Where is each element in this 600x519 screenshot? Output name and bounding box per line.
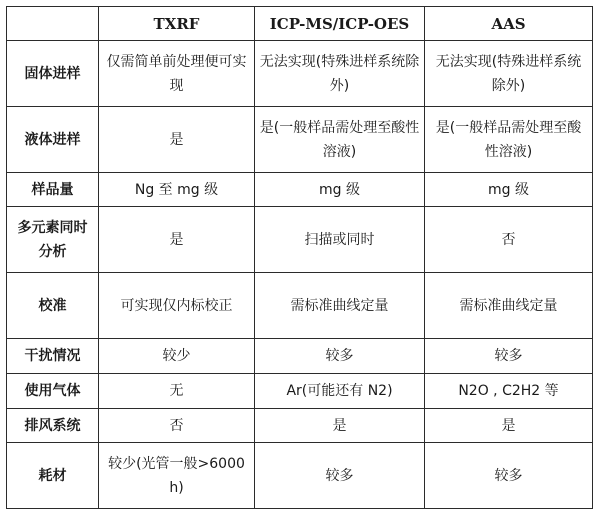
row-label: 干扰情况 xyxy=(7,339,99,374)
header-corner xyxy=(7,7,99,41)
row-label: 多元素同时分析 xyxy=(7,207,99,273)
table-cell: 否 xyxy=(425,207,593,273)
comparison-table xyxy=(6,6,593,509)
table-row xyxy=(7,409,593,443)
comparison-table-container xyxy=(6,6,592,509)
header-row xyxy=(7,7,593,41)
table-cell: 较少 xyxy=(99,339,255,374)
row-label: 校准 xyxy=(7,273,99,339)
table-cell: Ar(可能还有 N2) xyxy=(255,374,425,409)
header-icp: ICP-MS/ICP-OES xyxy=(255,7,425,41)
table-cell: 是 xyxy=(99,107,255,173)
table-cell: 较多 xyxy=(425,339,593,374)
table-cell: 较多 xyxy=(255,339,425,374)
table-row xyxy=(7,173,593,207)
table-row xyxy=(7,374,593,409)
table-cell: 是(一般样品需处理至酸性溶液) xyxy=(425,107,593,173)
table-cell: Ng 至 mg 级 xyxy=(99,173,255,207)
table-cell: 是(一般样品需处理至酸性溶液) xyxy=(255,107,425,173)
table-cell: mg 级 xyxy=(255,173,425,207)
row-label: 液体进样 xyxy=(7,107,99,173)
table-cell: 是 xyxy=(99,207,255,273)
row-label: 排风系统 xyxy=(7,409,99,443)
table-row xyxy=(7,41,593,107)
table-cell: 无法实现(特殊进样系统除外) xyxy=(425,41,593,107)
table-cell: 扫描或同时 xyxy=(255,207,425,273)
table-cell: 否 xyxy=(99,409,255,443)
header-txrf: TXRF xyxy=(99,7,255,41)
table-row xyxy=(7,107,593,173)
table-cell: 仅需简单前处理便可实现 xyxy=(99,41,255,107)
table-cell: 需标准曲线定量 xyxy=(425,273,593,339)
table-row xyxy=(7,339,593,374)
header-aas: AAS xyxy=(425,7,593,41)
table-cell: 是 xyxy=(255,409,425,443)
table-cell: 需标准曲线定量 xyxy=(255,273,425,339)
table-cell: 可实现仅内标校正 xyxy=(99,273,255,339)
row-label: 耗材 xyxy=(7,443,99,509)
table-cell: 是 xyxy=(425,409,593,443)
table-row xyxy=(7,207,593,273)
table-row xyxy=(7,443,593,509)
table-cell: 无 xyxy=(99,374,255,409)
table-row xyxy=(7,273,593,339)
row-label: 使用气体 xyxy=(7,374,99,409)
table-cell: 较多 xyxy=(425,443,593,509)
table-cell: N2O , C2H2 等 xyxy=(425,374,593,409)
table-cell: 较少(光管一般>6000 h) xyxy=(99,443,255,509)
table-cell: mg 级 xyxy=(425,173,593,207)
table-cell: 无法实现(特殊进样系统除外) xyxy=(255,41,425,107)
row-label: 样品量 xyxy=(7,173,99,207)
row-label: 固体进样 xyxy=(7,41,99,107)
table-cell: 较多 xyxy=(255,443,425,509)
